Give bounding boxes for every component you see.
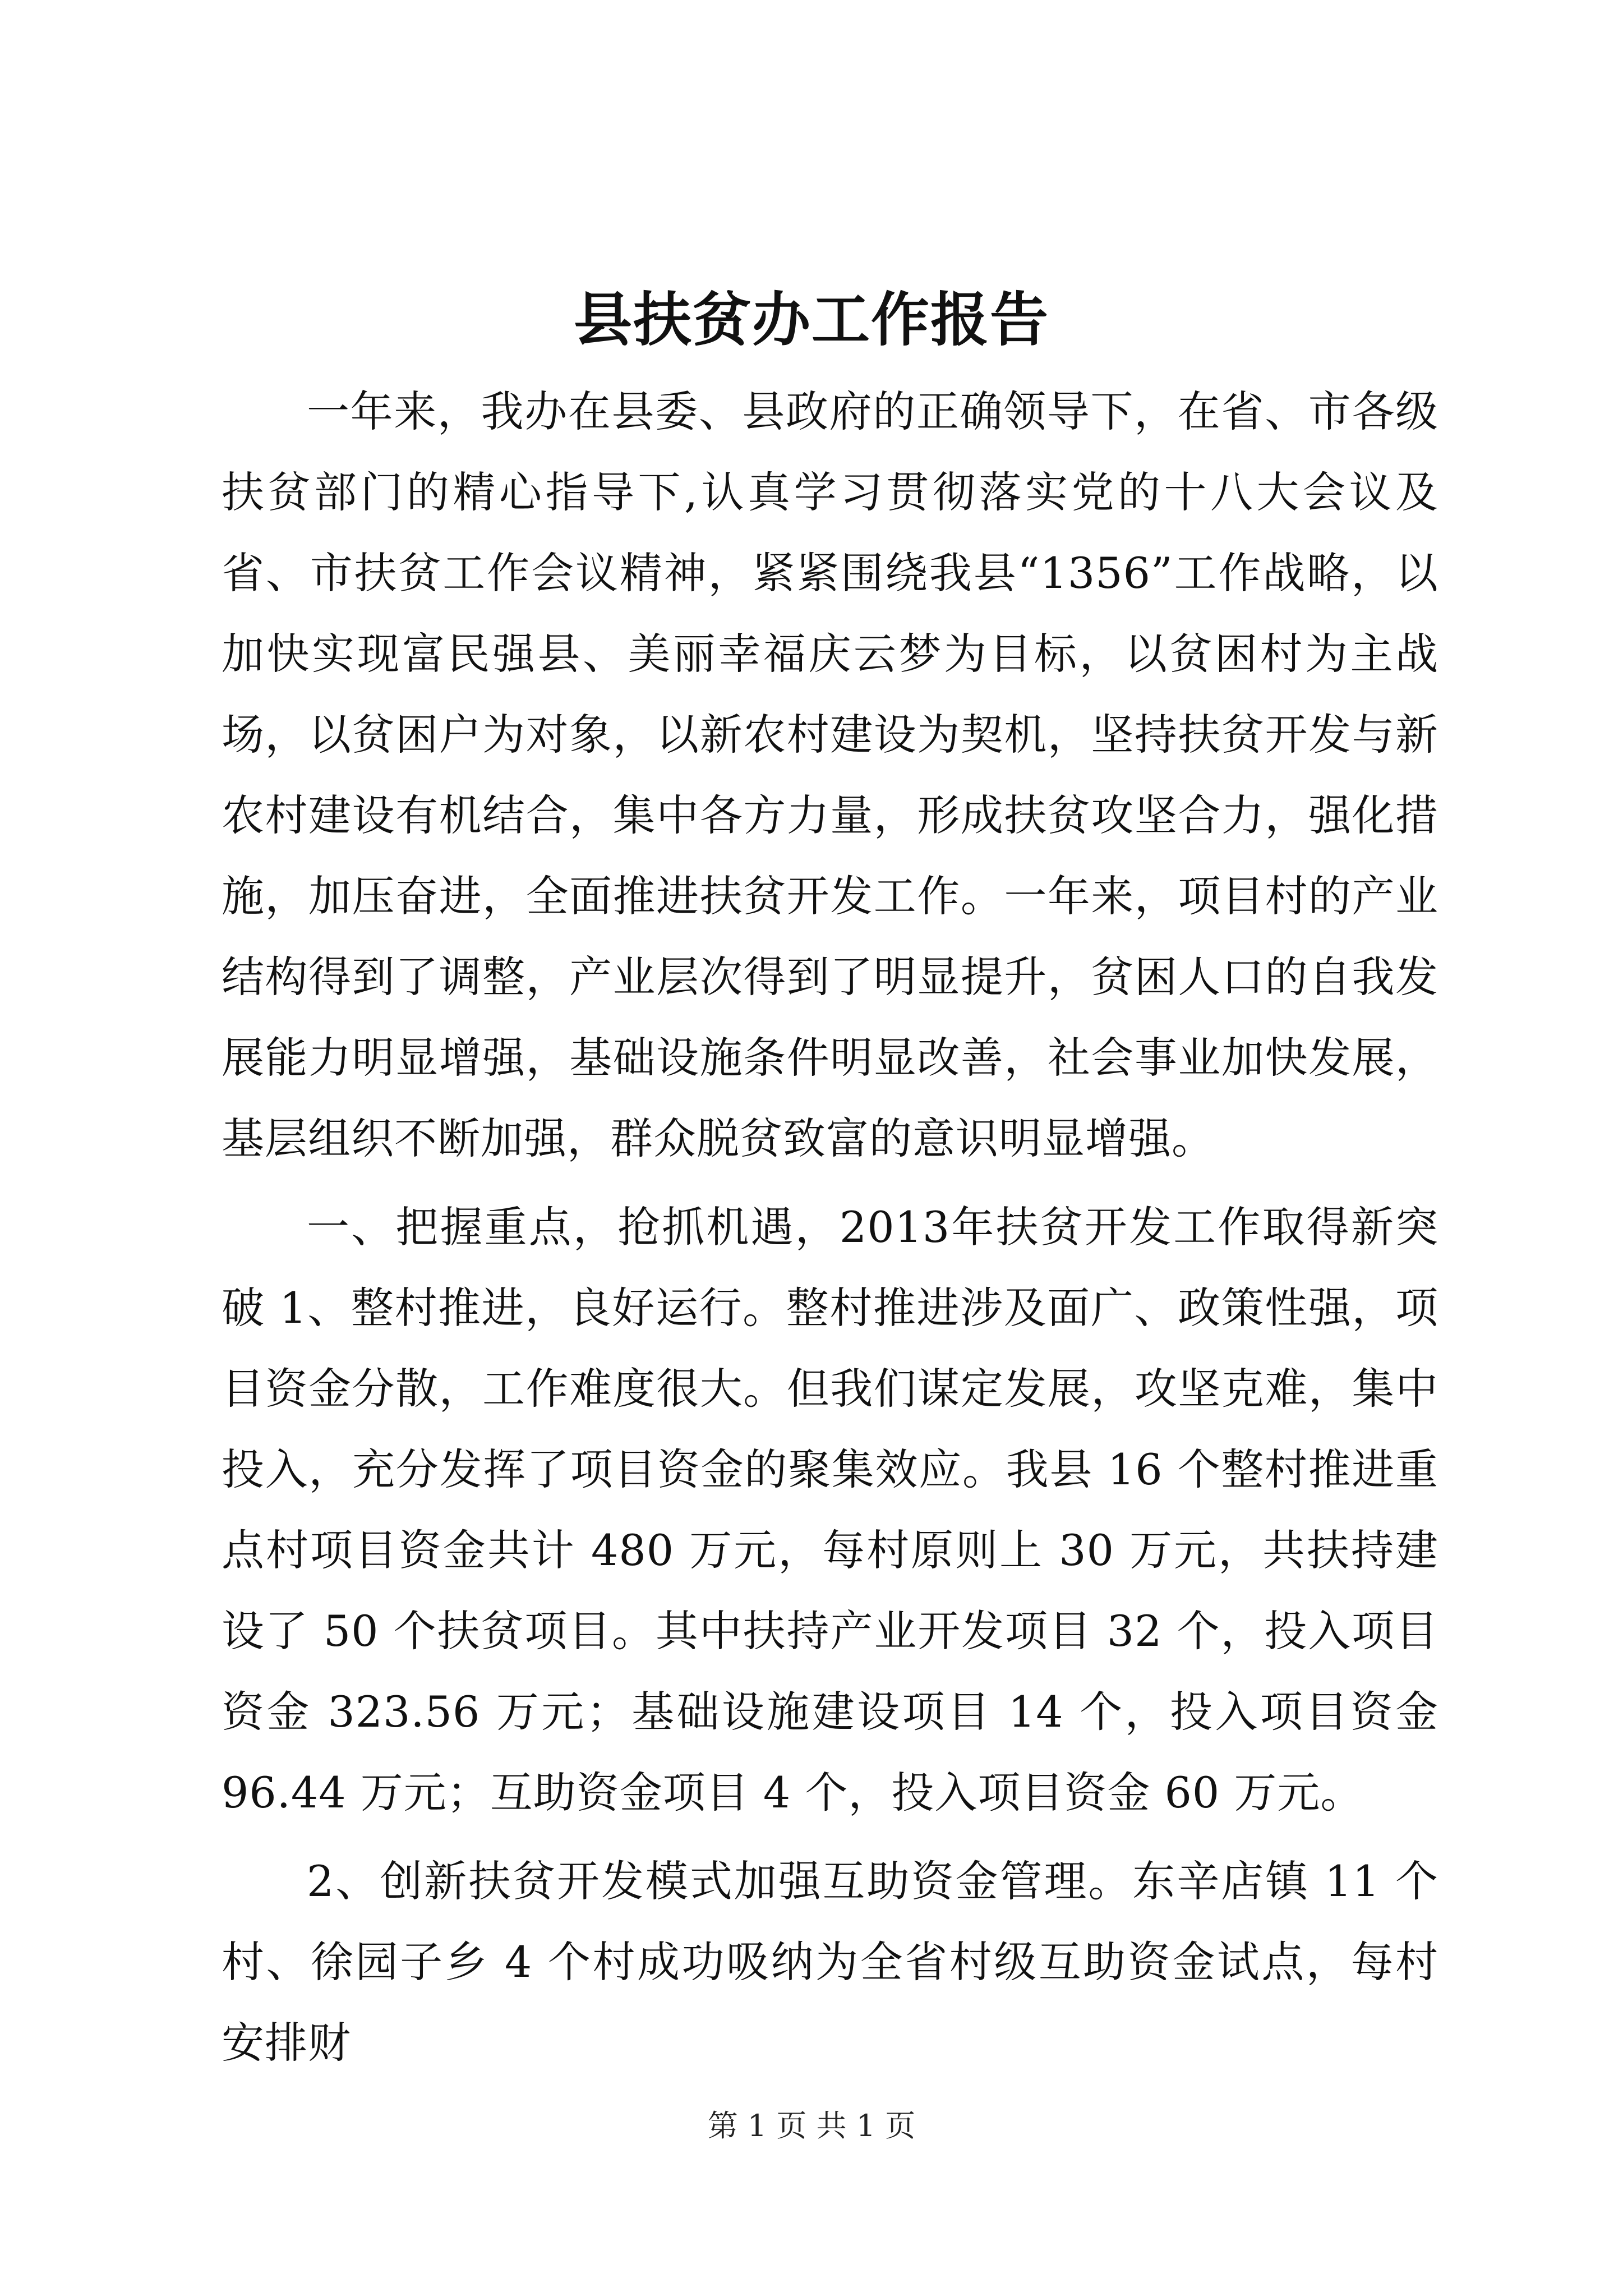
paragraph-intro: 一年来，我办在县委、县政府的正确领导下，在省、市各级扶贫部门的精心指导下,认真学习贯彻落实党的十八大会议及省、市扶贫工作会议精神，紧紧围绕我县“1356”工作战略，以加快实现富民强县、美丽幸福庆云梦为目标，以贫困村为主战场，以贫困户为对象，以新农村建设为契机，坚持扶贫开发与新农村建设有机结合，集中各方力量，形成扶贫攻坚合力，强化措施，加压奋进，全面推进扶贫开发工作。一年来，项目村的产业结构得到了调整，产业层次得到了明显提升，贫困人口的自我发展能力明显增强，基础设施条件明显改善，社会事业加快发展，基层组织不断加强，群众脱贫致富的意识明显增强。 — [222, 386, 1438, 1163]
paragraph-section-one: 一、把握重点，抢抓机遇，2013年扶贫开发工作取得新突破 1、整村推进，良好运行。整村推进涉及面广、政策性强，项目资金分散，工作难度很大。但我们谋定发展，攻坚克难，集中投入，充分发挥了项目资金的聚集效应。我县 16 个整村推进重点村项目资金共计 480 万元，每村原则上 30 万元，共扶持建设了 50 个扶贫项目。其中扶持产业开发项目 32 个，投入项目资金 323.56 万元；基础设施建设项目 14 个，投入项目资金 96.44 万元；互助资金项目 4 个，投入项目资金 60 万元。 — [222, 1202, 1438, 1818]
paragraph-section-two: 2、创新扶贫开发模式加强互助资金管理。东辛店镇 11 个村、徐园子乡 4 个村成功吸纳为全省村级互助资金试点，每村安排财 — [222, 1856, 1438, 2068]
page-footer: 第 1 页 共 1 页 — [707, 2108, 916, 2143]
document-body — [222, 371, 1438, 2083]
document-title: 县扶贫办工作报告 — [573, 285, 1049, 354]
